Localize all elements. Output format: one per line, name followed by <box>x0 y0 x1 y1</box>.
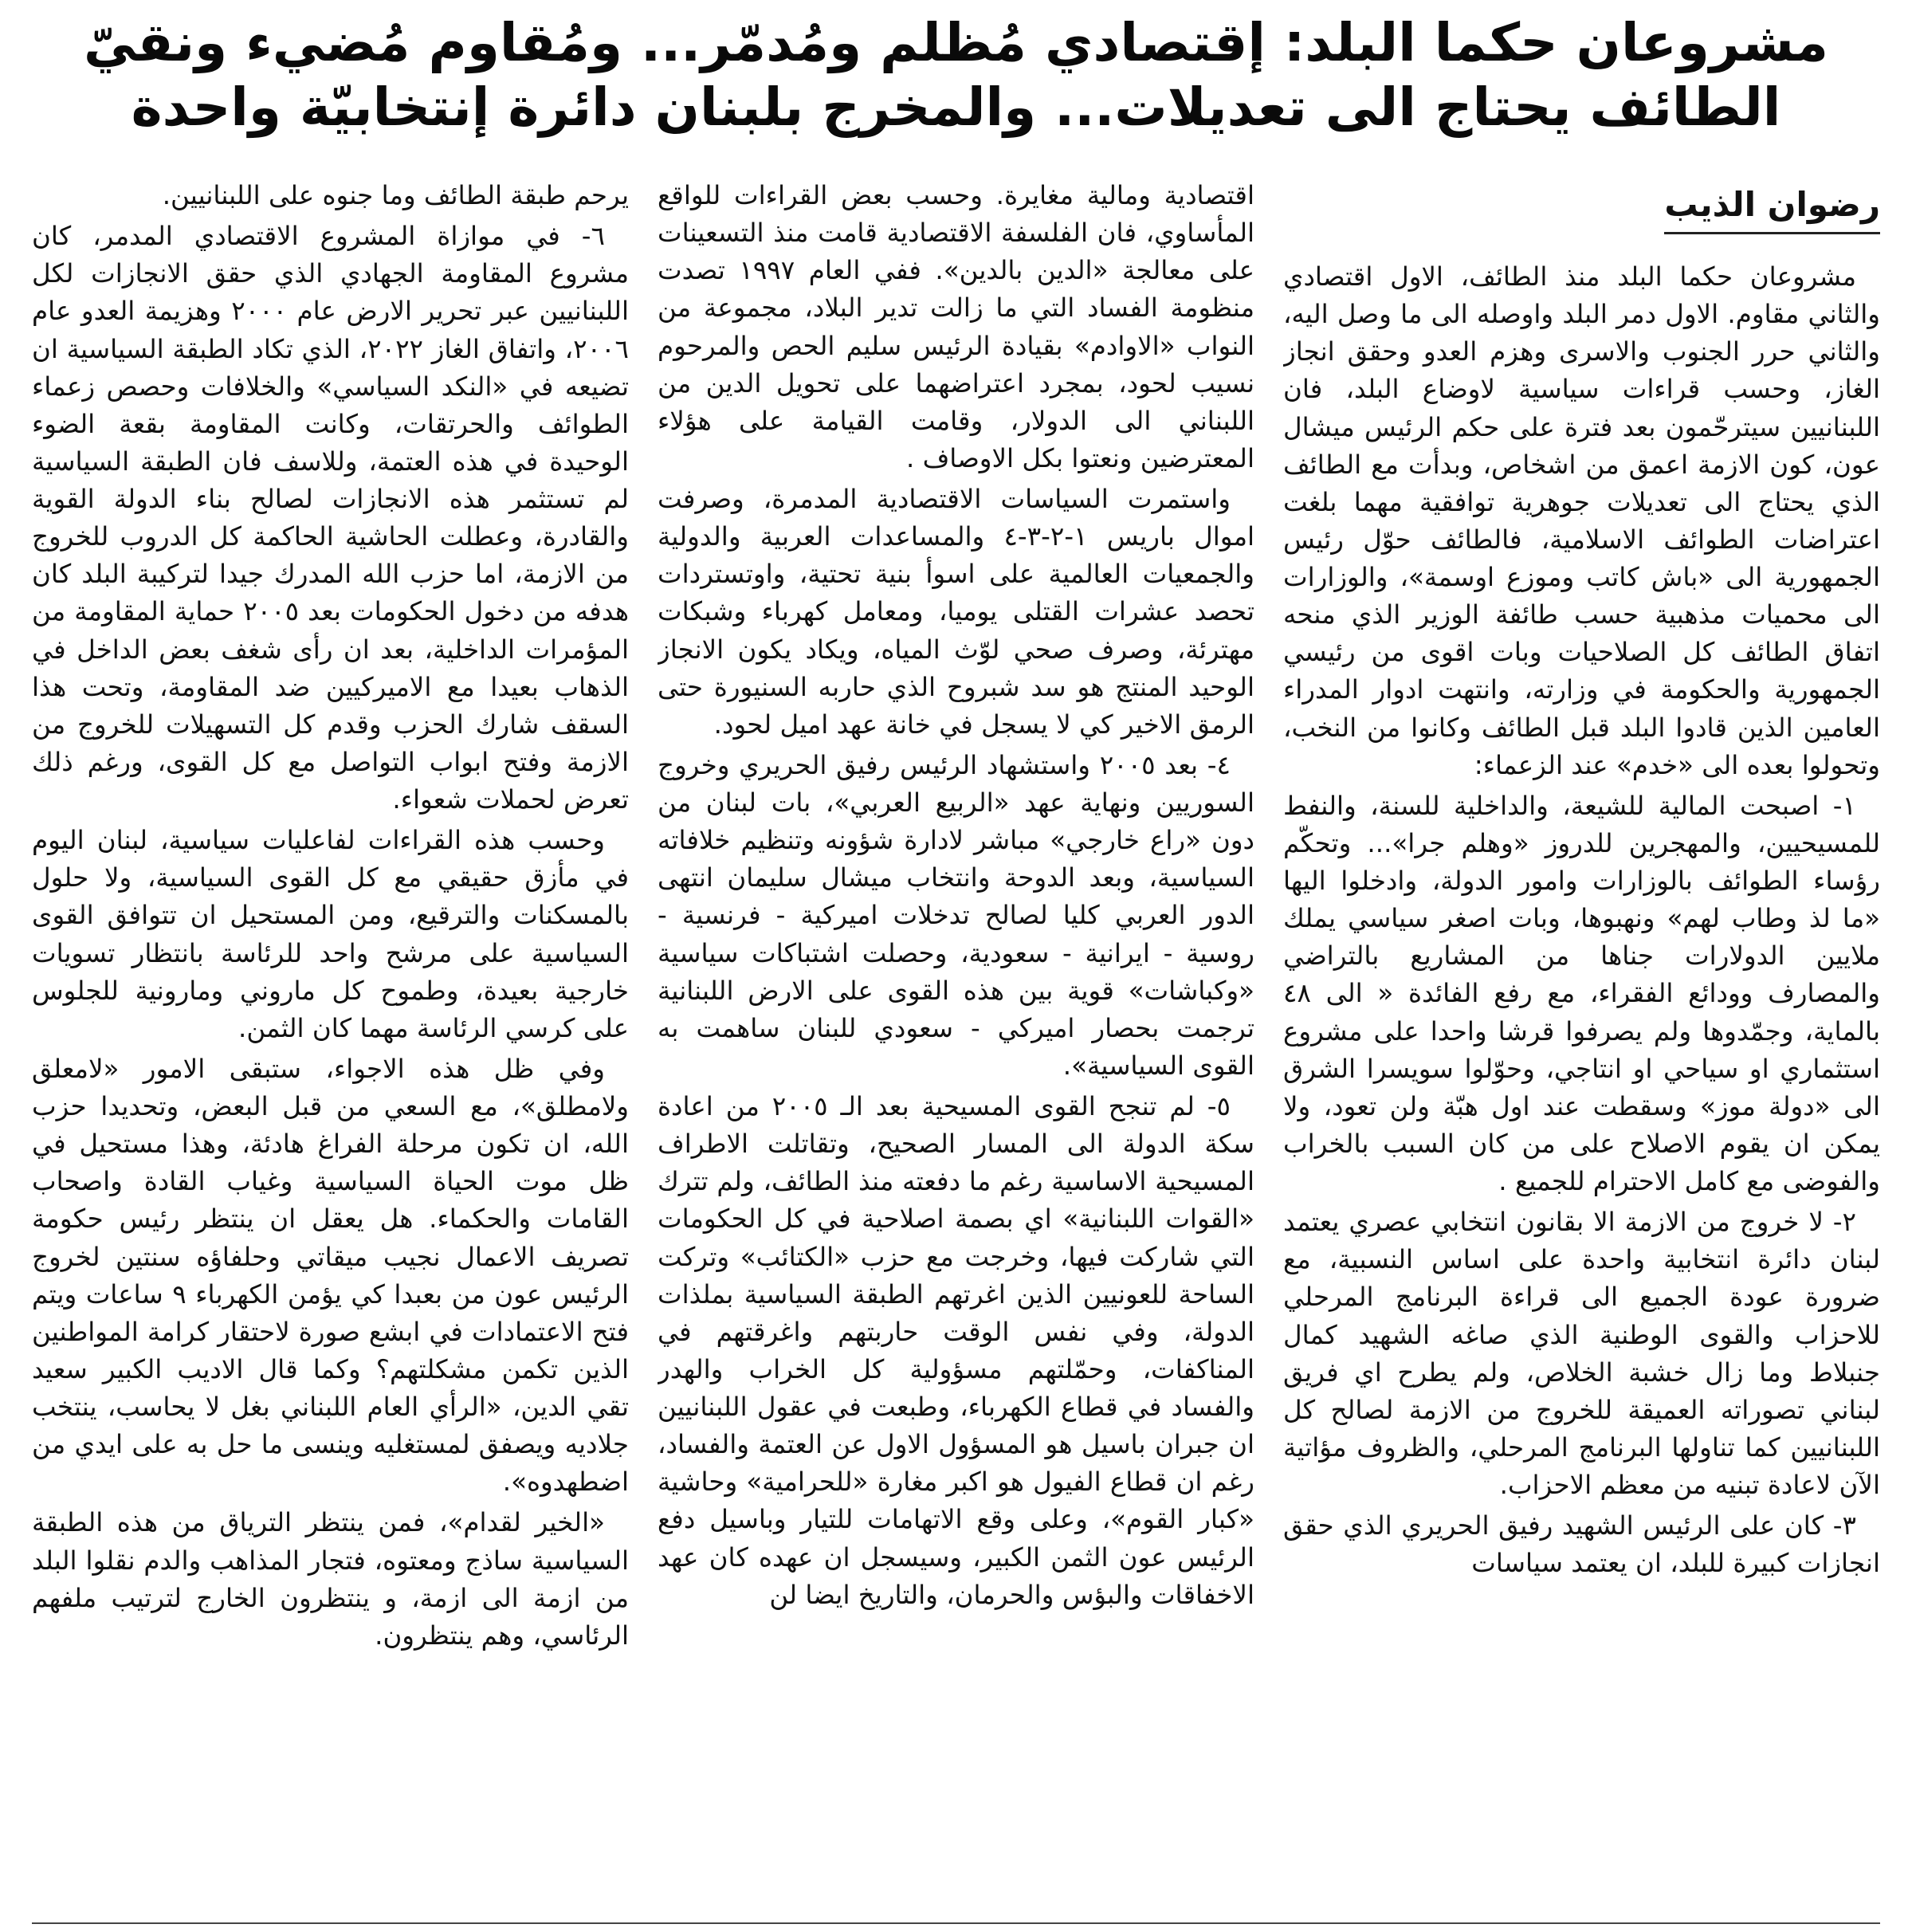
paragraph: ٢- لا خروج من الازمة الا بقانون انتخابي عصري يعتمد لبنان دائرة انتخابية واحدة على اساس النسبية، مع ضرورة عودة الجميع الى قراءة البرنامج المرحلي للاحزاب والقوى الوطنية الذي صاغه الشهيد كمال جنبلاط وما زال خشبة الخلاص، ولم يطرح اي فريق لبناني تصوراته العميقة للخروج من الازمة لصالح كل اللبنانيين كما تناولها البرنامج المرحلي، والظروف مؤاتية الآن لاعادة تبنيه من معظم الاحزاب. <box>1283 1207 1880 1500</box>
paragraph: ١- اصبحت المالية للشيعة، والداخلية للسنة، والنفط للمسيحيين، والمهجرين للدروز «وهلم جرا»... وتحكّم رؤساء الطوائف بالوزارات وامور الدولة، وادخلوا اليها «ما لذ وطاب لهم» ونهبوها، وبات اصغر سياسي يملك ملايين الدولارات جناها من المشاريع بالتراضي والمصارف وودائع الفقراء، مع رفع الفائدة « الى ٤٨ بالماية، وجمّدوها ولم يصرفوا قرشا واحدا على مشروع استثماري او سياحي او انتاجي، وحوّلوا سويسرا الشرق الى «دولة موز» وسقطت عند اول هبّة ولن تعود، ولا يمكن ان يقوم الاصلاح على من كان السبب بالخراب والفوضى مع كامل الاحترام للجميع . <box>1283 790 1880 1196</box>
paragraph: وفي ظل هذه الاجواء، ستبقى الامور «لامعلق ولامطلق»، مع السعي من قبل البعض، وتحديدا حزب الله، ان تكون مرحلة الفراغ هادئة، وهذا مستحيل في ظل موت الحياة السياسية وغياب القادة واصحاب القامات والحكماء. هل يعقل ان ينتظر رئيس حكومة تصريف الاعمال نجيب ميقاتي وحلفاؤه سنتين لخروج الرئيس عون من بعبدا كي يؤمن الكهرباء ٩ ساعات ويتم فتح الاعتمادات في ابشع صورة لاحتقار كرامة المواطنين الذين تكمن مشكلتهم؟ وكما قال الاديب الكبير سعيد تقي الدين، «الرأي العام اللبناني بغل لا يحاسب، ينتخب جلاديه ويصفق لمستغليه وينسى ما حل به على ايدي من اضطهدوه». <box>32 1053 629 1498</box>
author-byline: رضوان الذيب <box>1664 185 1880 234</box>
paragraph: ٣- كان على الرئيس الشهيد رفيق الحريري الذي حقق انجازات كبيرة للبلد، ان يعتمد سياسات <box>1283 1510 1880 1579</box>
article-column-1 <box>1283 177 1880 1914</box>
paragraph: اقتصادية ومالية مغايرة. وحسب بعض القراءات للواقع المأساوي، فان الفلسفة الاقتصادية قامت منذ التسعينات على معالجة «الدين بالدين». ففي العام ١٩٩٧ تصدت منظومة الفساد التي ما زالت تدير البلاد، مجموعة من النواب «الاوادم» بقيادة الرئيس سليم الحص والمرحوم نسيب لحود، بمجرد اعتراضهما على تحويل الدين من اللبناني الى الدولار، وقامت القيامة على هؤلاء المعترضين ونعتوا بكل الاوصاف . <box>658 180 1254 473</box>
paragraph: «الخير لقدام»، فمن ينتظر الترياق من هذه الطبقة السياسية ساذج ومعتوه، فتجار المذاهب والدم نقلوا البلد من ازمة الى ازمة، و ينتظرون الخارج لترتيب ملفهم الرئاسي، وهم ينتظرون. <box>32 1507 629 1651</box>
article-headline <box>32 11 1880 139</box>
paragraph: واستمرت السياسات الاقتصادية المدمرة، وصرفت اموال باريس ١-٢-٣-٤ والمساعدات العربية والدولية والجمعيات العالمية على اسوأ بنية تحتية، واوتستردات تحصد عشرات القتلى يوميا، ومعامل كهرباء وشبكات مهترئة، وصرف صحي لوّث المياه، ويكاد يكون الانجاز الوحيد المنتج هو سد شبروح الذي حاربه السنيورة حتى الرمق الاخير كي لا يسجل في خانة عهد اميل لحود. <box>658 484 1254 740</box>
paragraph: ٤- بعد ٢٠٠٥ واستشهاد الرئيس رفيق الحريري وخروج السوريين ونهاية عهد «الربيع العربي»، بات لبنان من دون «راع خارجي» مباشر لادارة شؤونه وتنظيم خلافاته السياسية، وبعد الدوحة وانتخاب ميشال سليمان انتهى الدور العربي كليا لصالح تدخلات اميركية - فرنسية - روسية - ايرانية - سعودية، وحصلت اشتباكات سياسية «وكباشات» قوية بين هذه القوى على الارض اللبنانية ترجمت بحصار اميركي - سعودي للبنان ساهمت به القوى السياسية». <box>658 749 1254 1081</box>
paragraph: مشروعان حكما البلد منذ الطائف، الاول اقتصادي والثاني مقاوم. الاول دمر البلد واوصله الى ما وصل اليه، والثاني حرر الجنوب والاسرى وهزم العدو وحقق انجاز الغاز، وحسب قراءات سياسية لاوضاع البلد، فان اللبنانيين سيترحّمون بعد فترة على حكم الرئيس ميشال عون، كون الازمة اعمق من اشخاص، وبدأت مع الطائف الذي يحتاج الى تعديلات جوهرية توافقية مهما بلغت اعتراضات الطوائف الاسلامية، فالطائف حوّل رئيس الجمهورية الى «باش كاتب وموزع اوسمة»، والوزارات الى محميات مذهبية حسب طائفة الوزير الذي منحه اتفاق الطائف كل الصلاحيات وبات اقوى من رئيسي الجمهورية والحكومة في وزارته، وانتهت ادوار المدراء العامين الذين قادوا البلد قبل الطائف وكانوا من النخب، وتحولوا بعده الى «خدم» عند الزعماء: <box>1283 261 1880 780</box>
bottom-divider <box>32 1922 1880 1924</box>
paragraph: يرحم طبقة الطائف وما جنوه على اللبنانيين. <box>162 180 629 210</box>
article-column-3 <box>32 177 629 1914</box>
paragraph: وحسب هذه القراءات لفاعليات سياسية، لبنان اليوم في مأزق حقيقي مع كل القوى السياسية، ولا حلول بالمسكنات والترقيع، ومن المستحيل ان تتوافق القوى السياسية على مرشح واحد للرئاسة بانتظار تسويات خارجية بعيدة، وطموح كل ماروني ومارونية للجلوس على كرسي الرئاسة مهما كان الثمن. <box>32 825 629 1043</box>
paragraph: ٦- في موازاة المشروع الاقتصادي المدمر، كان مشروع المقاومة الجهادي الذي حقق الانجازات لكل اللبنانيين عبر تحرير الارض عام ٢٠٠٠ وهزيمة العدو عام ٢٠٠٦، واتفاق الغاز ٢٠٢٢، الذي تكاد الطبقة السياسية ان تضيعه في «النكد السياسي» والخلافات وحصص زعماء الطوائف والحرتقات، وكانت المقاومة بقعة الضوء الوحيدة في هذه العتمة، وللاسف فان الطبقة السياسية لم تستثمر هذه الانجازات لصالح بناء الدولة القوية والقادرة، وعطلت الحاشية الحاكمة كل الدروب للخروج من الازمة، اما حزب الله المدرك جيدا لتركيبة البلد كان هدفه من دخول الحكومات بعد ٢٠٠٥ حماية المقاومة من المؤمرات الداخلية، بعد ان رأى شغف بعض الداخل في الذهاب بعيدا مع الاميركيين ضد المقاومة، وتحت هذا السقف شارك الحزب وقدم كل التسهيلات للخروج من الازمة وفتح ابواب التواصل مع كل القوى، ورغم ذلك تعرض لحملات شعواء. <box>32 221 629 815</box>
paragraph: ٥- لم تنجح القوى المسيحية بعد الـ ٢٠٠٥ من اعادة سكة الدولة الى المسار الصحيح، وتقاتلت الاطراف المسيحية الاساسية رغم ما دفعته منذ الطائف، ولم تترك «القوات اللبنانية» اي بصمة اصلاحية في كل الحكومات التي شاركت فيها، وخرجت مع حزب «الكتائب» وتركت الساحة للعونيين الذين اغرتهم الطبقة السياسية بملذات الدولة، وفي نفس الوقت حاربتهم واغرقتهم في المناكفات، وحمّلتهم مسؤولية كل الخراب والهدر والفساد في قطاع الكهرباء، وطبعت في عقول اللبنانيين ان جبران باسيل هو المسؤول الاول عن العتمة والفساد، رغم ان قطاع الفيول هو اكبر مغارة «للحرامية» وحاشية «كبار القوم»، وعلى وقع الاتهامات للتيار وباسيل دفع الرئيس عون الثمن الكبير، وسيسجل ان عهده كان عهد الاخفاقات والبؤس والحرمان، والتاريخ ايضا لن <box>658 1091 1254 1610</box>
headline-line-1: مشروعان حكما البلد: إقتصادي مُظلم ومُدمّر... ومُقاوم مُضيء ونقيّ <box>84 12 1828 73</box>
article-column-2 <box>658 177 1254 1914</box>
headline-line-2: الطائف يحتاج الى تعديلات... والمخرج بلبنان دائرة إنتخابيّة واحدة <box>131 76 1781 138</box>
article-body <box>32 177 1880 1914</box>
